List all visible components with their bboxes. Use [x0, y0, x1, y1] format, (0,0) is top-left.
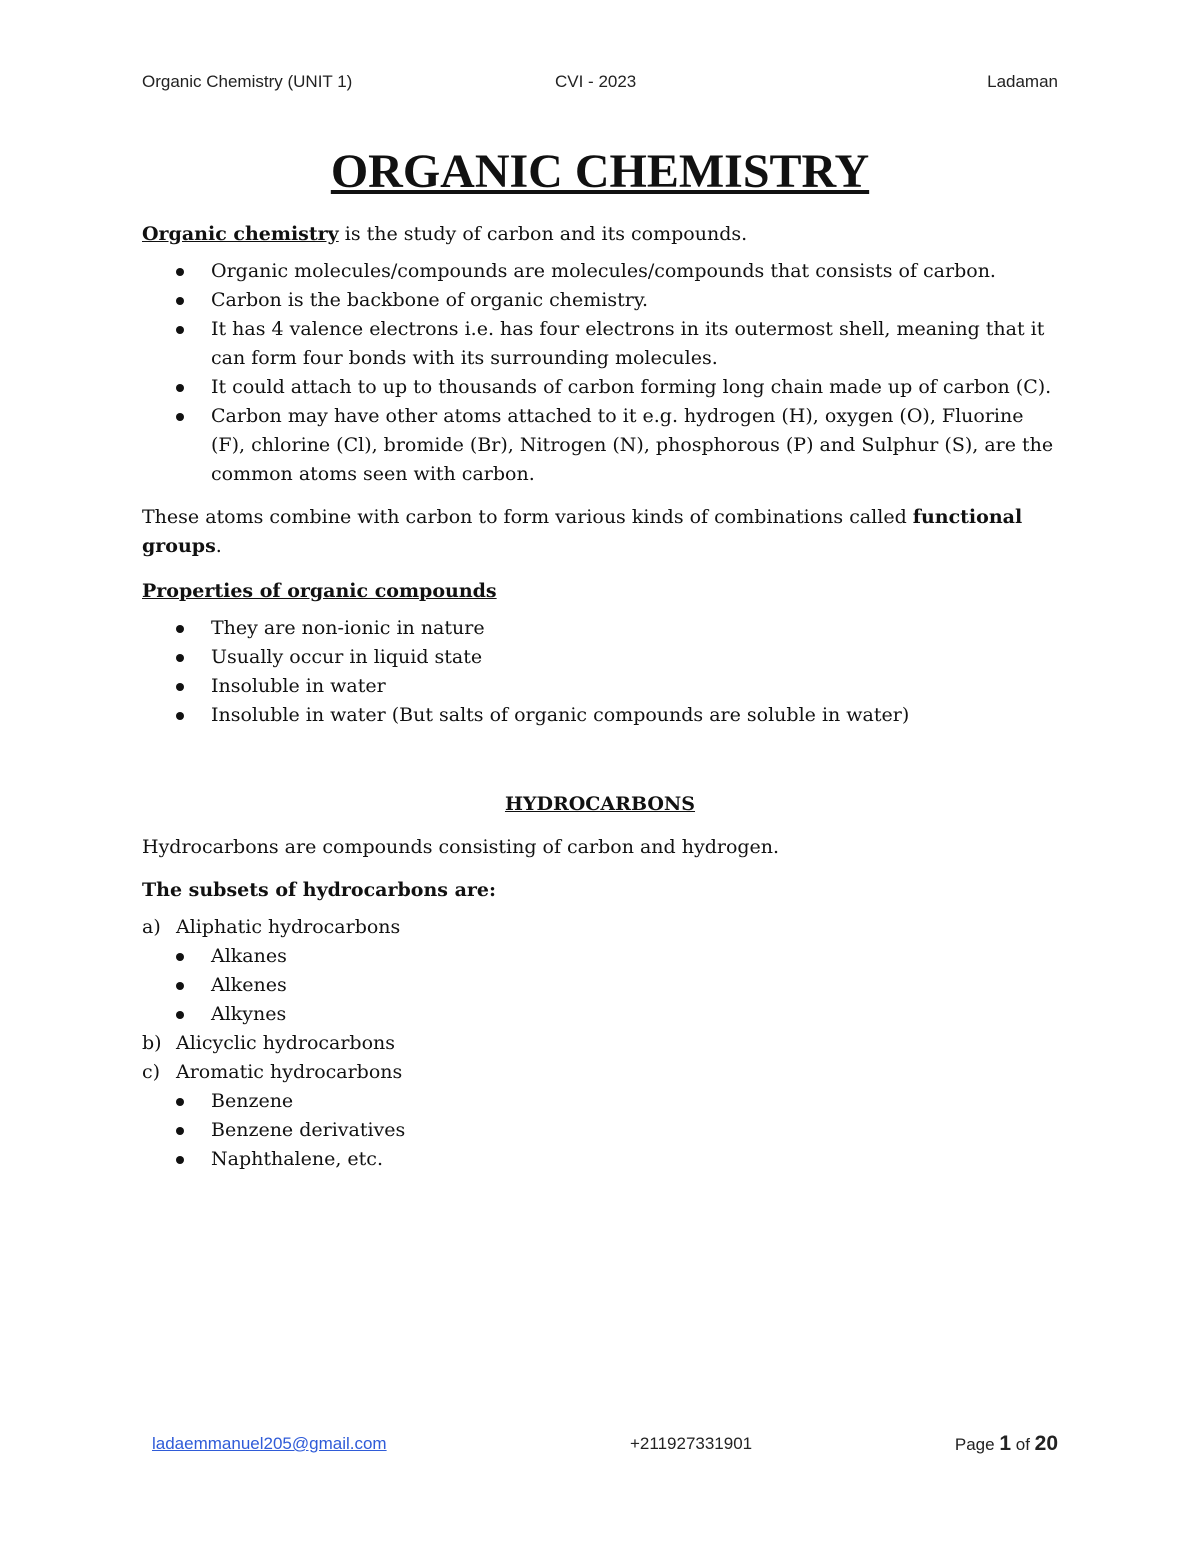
functional-post: .: [215, 535, 222, 557]
page-current: 1: [999, 1432, 1012, 1455]
subset-item: [142, 1058, 1058, 1087]
functional-term: functional groups: [142, 506, 1023, 557]
subset-marker: c): [142, 1061, 161, 1083]
page-word: Page: [954, 1435, 1000, 1454]
intro-term: Organic chemistry: [142, 223, 339, 245]
intro-paragraph: [142, 220, 1058, 249]
document-title: ORGANIC CHEMISTRY: [330, 145, 870, 198]
aromatic-list: [142, 1087, 1058, 1174]
page-header: [142, 72, 1058, 96]
header-code: CVI - 2023: [555, 72, 637, 91]
list-item: Carbon may have other atoms attached to it e.g. hydrogen (H), oxygen (O), Fluorine (F), chlorine (Cl), bromide (Br), Nitrogen (N), phosphorous (P) and Sulphur (S), are the common atoms seen with carbon.: [142, 402, 1058, 489]
subset-marker: b): [142, 1032, 162, 1054]
subset-label: Alicyclic hydrocarbons: [176, 1032, 396, 1054]
header-author: Ladaman: [987, 72, 1058, 91]
list-item: Alkanes: [142, 942, 1058, 971]
list-item: Alkynes: [142, 1000, 1058, 1029]
page-total: 20: [1034, 1432, 1058, 1455]
subset-label: Aromatic hydrocarbons: [176, 1061, 403, 1083]
page-indicator: [955, 1432, 1058, 1456]
properties-heading: Properties of organic compounds: [142, 580, 497, 602]
carbon-facts-list: [142, 257, 1058, 489]
list-item: It has 4 valence electrons i.e. has four electrons in its outermost shell, meaning that it can form four bonds with its surrounding molecules.: [142, 315, 1058, 373]
list-item: Organic molecules/compounds are molecules/compounds that consists of carbon.: [142, 257, 1058, 286]
subset-item: [142, 913, 1058, 942]
list-item: Naphthalene, etc.: [142, 1145, 1058, 1174]
header-course: Organic Chemistry (UNIT 1): [142, 72, 353, 91]
functional-pre: These atoms combine with carbon to form various kinds of combinations called: [142, 506, 913, 528]
subset-item: [142, 1029, 1058, 1058]
functional-groups-paragraph: [142, 503, 1058, 561]
subsets-heading-text: The subsets of hydrocarbons are:: [142, 879, 497, 901]
subset-label: Aliphatic hydrocarbons: [176, 916, 401, 938]
aliphatic-list: [142, 942, 1058, 1029]
email-link[interactable]: ladaemmanuel205@gmail.com: [152, 1434, 387, 1453]
list-item: They are non-ionic in nature: [142, 614, 1058, 643]
subsets-list-cont: [142, 1029, 1058, 1087]
intro-rest: is the study of carbon and its compounds.: [338, 223, 748, 245]
subsets-list: [142, 913, 1058, 942]
subset-marker: a): [142, 916, 161, 938]
list-item: Insoluble in water: [142, 672, 1058, 701]
document-body: [142, 140, 1058, 1174]
page-of: of: [1011, 1435, 1035, 1454]
hydrocarbons-definition: Hydrocarbons are compounds consisting of carbon and hydrogen.: [142, 836, 780, 858]
phone-number: +211927331901: [630, 1434, 753, 1453]
page-footer: [142, 1432, 1058, 1460]
list-item: Alkenes: [142, 971, 1058, 1000]
list-item: Carbon is the backbone of organic chemistry.: [142, 286, 1058, 315]
list-item: It could attach to up to thousands of carbon forming long chain made up of carbon (C).: [142, 373, 1058, 402]
list-item: Benzene derivatives: [142, 1116, 1058, 1145]
list-item: Usually occur in liquid state: [142, 643, 1058, 672]
list-item: Benzene: [142, 1087, 1058, 1116]
list-item: Insoluble in water (But salts of organic compounds are soluble in water): [142, 701, 1058, 730]
properties-list: [142, 614, 1058, 730]
subsets-heading: [142, 876, 1058, 905]
hydrocarbons-heading: HYDROCARBONS: [504, 793, 696, 815]
